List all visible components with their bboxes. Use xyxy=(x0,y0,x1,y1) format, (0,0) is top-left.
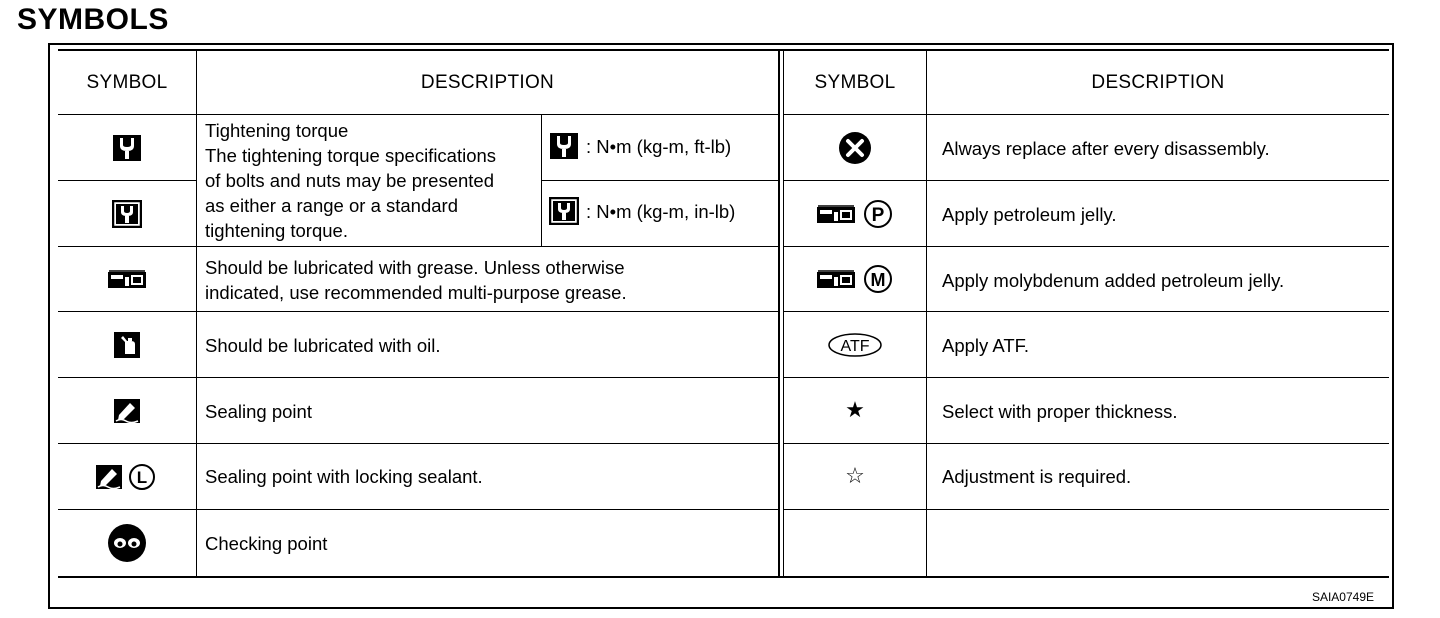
torque-line: as either a range or a standard xyxy=(205,195,458,216)
checking-eyes-icon xyxy=(58,510,196,576)
sealing-description: Sealing point xyxy=(205,401,312,422)
torque-line: The tightening torque specifications xyxy=(205,145,497,166)
torque-wrench-small-icon xyxy=(58,181,196,246)
thickness-description: Select with proper thickness. xyxy=(942,401,1178,422)
outline-star-icon: ☆ xyxy=(845,464,865,489)
torque-line: of bolts and nuts may be presented xyxy=(205,170,494,191)
petroleum-letter: P xyxy=(871,204,885,226)
atf-icon xyxy=(784,312,926,377)
grease-line: indicated, use recommended multi-purpose grease. xyxy=(205,282,627,303)
petroleum-description: Apply petroleum jelly. xyxy=(942,204,1117,225)
checking-description: Checking point xyxy=(205,533,328,554)
torque-line: tightening torque. xyxy=(205,220,348,241)
molybdenum-description: Apply molybdenum added petroleum jelly. xyxy=(942,270,1285,291)
torque-unit-ft: : N•m (kg-m, ft-lb) xyxy=(586,136,732,157)
sealant-icon xyxy=(58,378,196,443)
left-header-symbol: SYMBOL xyxy=(86,72,168,93)
oil-description: Should be lubricated with oil. xyxy=(205,335,441,356)
grease-line: Should be lubricated with grease. Unless otherwise xyxy=(205,257,625,278)
atf-description: Apply ATF. xyxy=(942,335,1030,356)
left-header-description: DESCRIPTION xyxy=(420,72,555,93)
right-header-description: DESCRIPTION xyxy=(1091,72,1225,93)
filled-star-icon: ★ xyxy=(845,398,865,423)
torque-unit-in: : N•m (kg-m, in-lb) xyxy=(586,201,736,222)
torque-wrench-icon xyxy=(58,115,196,180)
torque-description xyxy=(205,118,496,243)
grease-petroleum-icon xyxy=(784,181,926,246)
replace-x-icon xyxy=(784,115,926,180)
atf-label: ATF xyxy=(840,337,870,355)
page-title: SYMBOLS xyxy=(17,3,169,36)
figure-code: SAIA0749E xyxy=(1311,590,1374,604)
grease-description xyxy=(205,255,627,305)
torque-unit-in-icon xyxy=(549,197,579,225)
oil-can-icon xyxy=(58,312,196,377)
locking-letter: L xyxy=(136,467,148,487)
adjustment-description: Adjustment is required. xyxy=(942,466,1132,487)
torque-line: Tightening torque xyxy=(205,120,349,141)
replace-description: Always replace after every disassembly. xyxy=(942,138,1270,159)
sealant-locking-icon xyxy=(58,444,196,509)
sealing-locking-description: Sealing point with locking sealant. xyxy=(205,466,483,487)
torque-unit-ft-icon xyxy=(549,132,579,160)
molybdenum-letter: M xyxy=(870,270,886,290)
grease-gun-icon xyxy=(58,247,196,311)
right-header-symbol: SYMBOL xyxy=(814,72,896,93)
grease-molybdenum-icon xyxy=(784,247,926,311)
